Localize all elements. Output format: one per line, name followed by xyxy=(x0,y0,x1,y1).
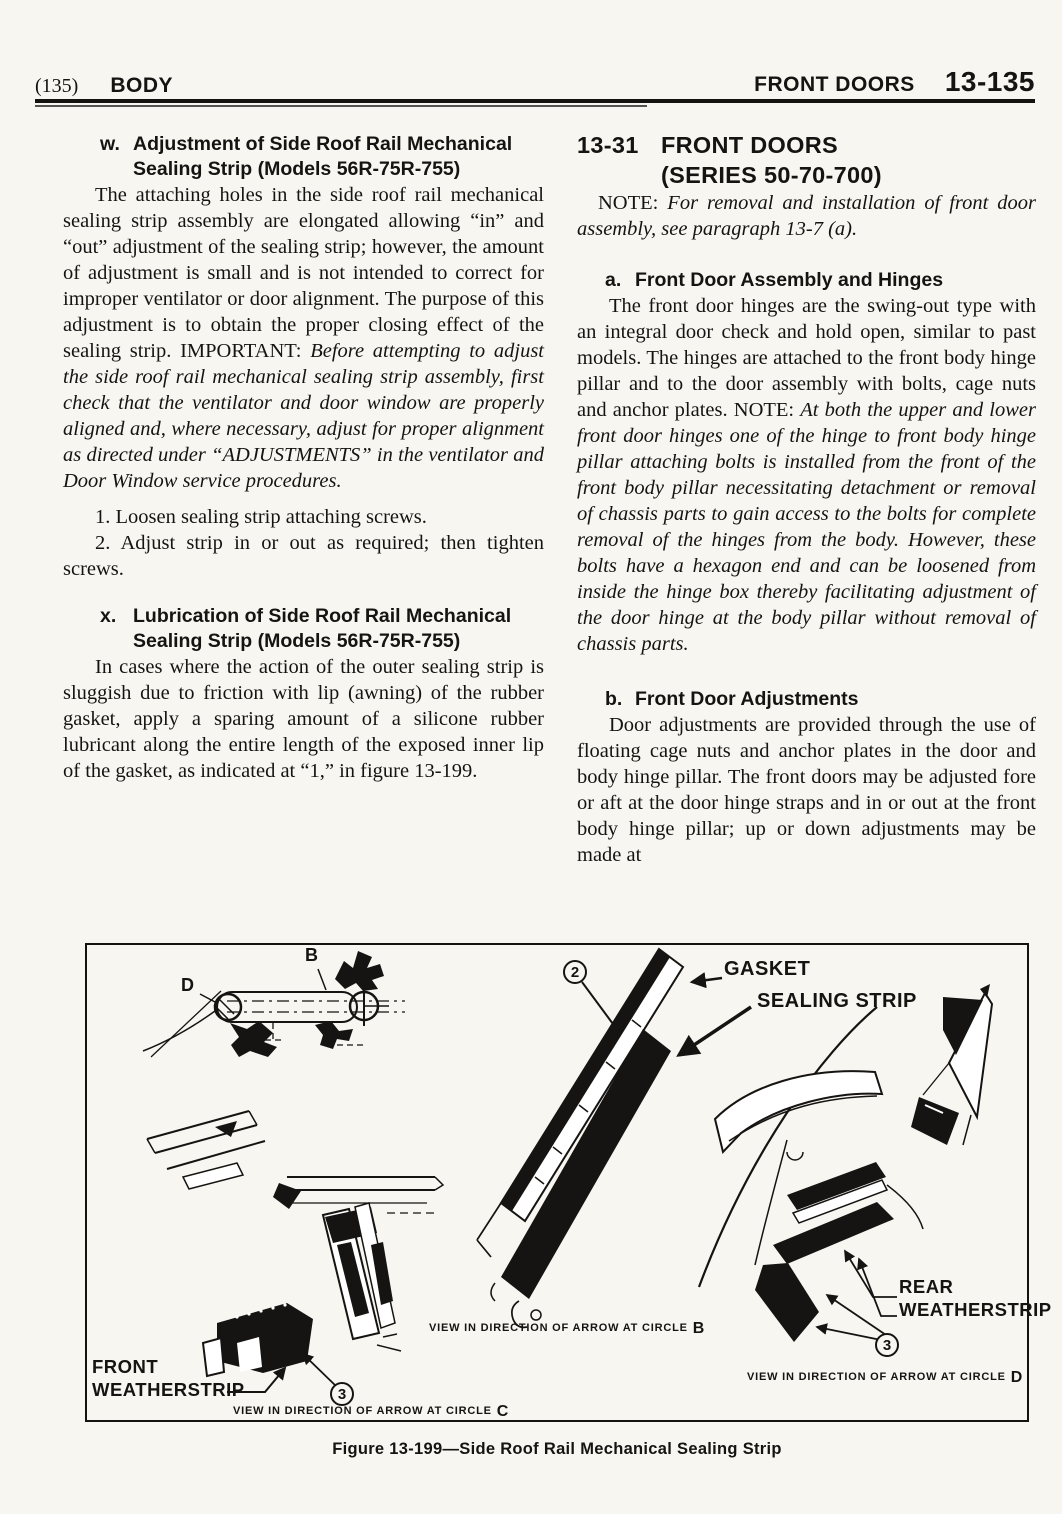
paragraph-door-adjustments: Door adjustments are provided through the use of floating cage nuts and anchor plates in the door and body hinge pillar. The front doors may be adjusted fore or aft at the door hinge straps and in or out at the front body hinge pillar; up or down adjustments may be made at xyxy=(577,714,1036,866)
view-caption-d: VIEW IN DIRECTION OF ARROW AT CIRCLE D xyxy=(747,1369,1023,1386)
heading-w-label: w. xyxy=(100,133,120,155)
page-ref: (135) xyxy=(35,75,79,97)
paragraph-lubrication: In cases where the action of the outer sealing strip is sluggish due to friction with lip (awning) of the rubber gasket, apply a sparing amount of a silicone rubber lubricant along the entire length of the exposed inner lip of the gasket, as indicated at “1,” in figure 13-199. xyxy=(63,656,544,782)
callout-letter-b: B xyxy=(305,945,318,965)
section-title: FRONT DOORS xyxy=(661,132,838,158)
heading-a xyxy=(605,268,1036,293)
callout-circle-3-rear: 3 xyxy=(875,1333,899,1357)
label-sealing-strip: SEALING STRIP xyxy=(757,990,917,1012)
view-caption-b: VIEW IN DIRECTION OF ARROW AT CIRCLE B xyxy=(429,1320,705,1337)
view-caption-c: VIEW IN DIRECTION OF ARROW AT CIRCLE C xyxy=(233,1403,509,1420)
header-rule xyxy=(35,99,1035,103)
heading-b xyxy=(605,687,1036,712)
heading-x-label: x. xyxy=(100,605,117,627)
header-rule-smudge xyxy=(35,105,647,107)
right-column xyxy=(577,126,1036,868)
paragraph-hinges: The front door hinges are the swing-out type with an integral door check and hold open, similar to past models. The hinges are attached to the front body hinge pillar and to the door assembly with bolts, cage nuts and anchor plates. NOTE: At both the upper and lower front door hinges one of the hinge to front body hinge pillar attaching bolts is installed from the front of the front body pillar necessitating detachment or removal of chassis parts to gain access to the bolts for complete removal of the hinges from the body. However, these bolts have a hexagon end and can be loosened from inside the hinge box thereby facilitating adjustment of the door hinge at the body pillar without removal of chassis parts. xyxy=(577,295,1036,655)
section-heading xyxy=(577,130,1036,160)
figure-box xyxy=(85,943,1052,1422)
callout-circle-3-front: 3 xyxy=(330,1382,354,1406)
heading-w-line2: Sealing Strip (Models 56R-75R-755) xyxy=(133,158,461,180)
section-title-right: FRONT DOORS xyxy=(754,73,915,96)
page-number: 13-135 xyxy=(944,66,1035,97)
heading-x-line1: Lubrication of Side Roof Rail Mechanical xyxy=(133,605,512,627)
heading-w xyxy=(100,132,544,182)
heading-a-title: Front Door Assembly and Hinges xyxy=(635,269,944,291)
heading-b-title: Front Door Adjustments xyxy=(635,688,859,710)
note-removal: NOTE: For removal and installation of front door assembly, see paragraph 13-7 (a). xyxy=(577,192,1036,240)
label-rear-weatherstrip: REAR WEATHERSTRIP xyxy=(899,1276,1052,1320)
front-pillar-art xyxy=(147,1111,443,1392)
label-front-weatherstrip: FRONT WEATHERSTRIP xyxy=(92,1356,245,1400)
heading-x xyxy=(100,604,544,654)
sealing-strip-art xyxy=(477,949,751,1327)
step-item-1: 1. Loosen sealing strip attaching screws. xyxy=(95,506,427,528)
paragraph-adjustment: The attaching holes in the side roof rail mechanical sealing strip assembly are elongated allowing “in” and “out” adjustment of the sealing strip; however, the amount of adjustment is small and is not intended to correct for improper ventilator or door alignment. The purpose of this adjustment is to obtain the proper closing effect of the sealing strip. IMPORTANT: Before attempting to adjust the side roof rail mechanical sealing strip assembly, first check that the ventilator and door window are properly aligned and, where necessary, adjust for proper alignment as directed under “ADJUSTMENTS” in the ventilator and Door Window service procedures. xyxy=(63,184,544,492)
section-subtitle: (SERIES 50-70-700) xyxy=(661,162,882,188)
heading-b-label: b. xyxy=(605,688,623,710)
heading-a-label: a. xyxy=(605,269,622,291)
step-item-2: 2. Adjust strip in or out as required; then tighten screws. xyxy=(63,532,544,580)
label-gasket: GASKET xyxy=(724,958,811,980)
callout-letter-d: D xyxy=(181,975,194,995)
section-number: 13-31 xyxy=(577,132,639,158)
step-list xyxy=(63,504,544,582)
page-header xyxy=(35,66,1035,98)
heading-x-line2: Sealing Strip (Models 56R-75R-755) xyxy=(133,630,461,652)
callout-circle-2: 2 xyxy=(563,960,587,984)
roof-rail-section-art xyxy=(143,951,405,1057)
section-title-left: BODY xyxy=(110,74,174,97)
heading-w-line1: Adjustment of Side Roof Rail Mechanical xyxy=(133,133,513,155)
figure-caption: Figure 13-199—Side Roof Rail Mechanical Sealing Strip xyxy=(332,1440,782,1458)
left-column xyxy=(63,126,544,784)
